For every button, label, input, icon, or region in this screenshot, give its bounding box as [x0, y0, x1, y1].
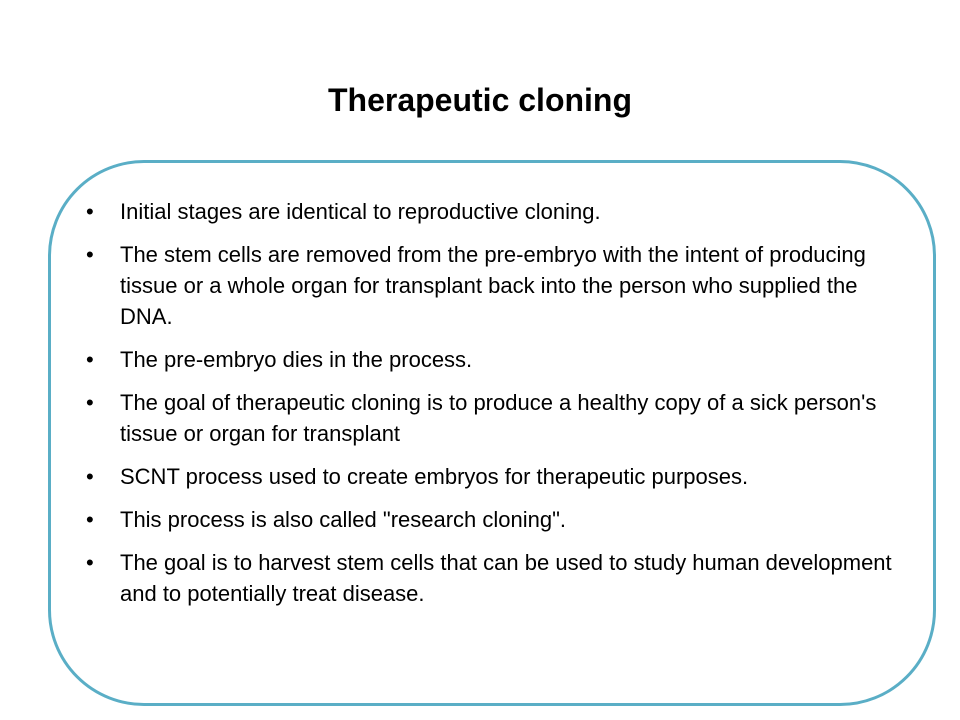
bullet-text: Initial stages are identical to reproductive cloning.: [120, 199, 601, 224]
bullet-marker: •: [86, 199, 94, 224]
bullet-marker: •: [86, 464, 94, 489]
bullet-item: [86, 387, 906, 449]
bullet-item: [86, 504, 906, 535]
bullet-item: [86, 461, 906, 492]
bullet-text: This process is also called "research cloning".: [120, 507, 567, 532]
bullet-text: SCNT process used to create embryos for therapeutic purposes.: [120, 464, 749, 489]
bullet-text: The goal is to harvest stem cells that can be used to study human development and to potentially treat disease.: [120, 550, 892, 606]
slide-title: Therapeutic cloning: [327, 82, 633, 118]
bullet-marker: •: [86, 550, 94, 575]
bullet-list: [86, 196, 906, 621]
bullet-marker: •: [86, 507, 94, 532]
bullet-text: The pre-embryo dies in the process.: [120, 347, 473, 372]
bullet-text: The goal of therapeutic cloning is to produce a healthy copy of a sick person's tissue or organ for transplant: [120, 390, 877, 446]
bullet-item: [86, 344, 906, 375]
bullet-item: [86, 547, 906, 609]
bullet-marker: •: [86, 390, 94, 415]
bullet-item: [86, 239, 906, 332]
bullet-marker: •: [86, 242, 94, 267]
bullet-marker: •: [86, 347, 94, 372]
bullet-text: The stem cells are removed from the pre-embryo with the intent of producing tissue or a whole organ for transplant back into the person who supplied the DNA.: [120, 242, 866, 329]
bullet-item: [86, 196, 906, 227]
